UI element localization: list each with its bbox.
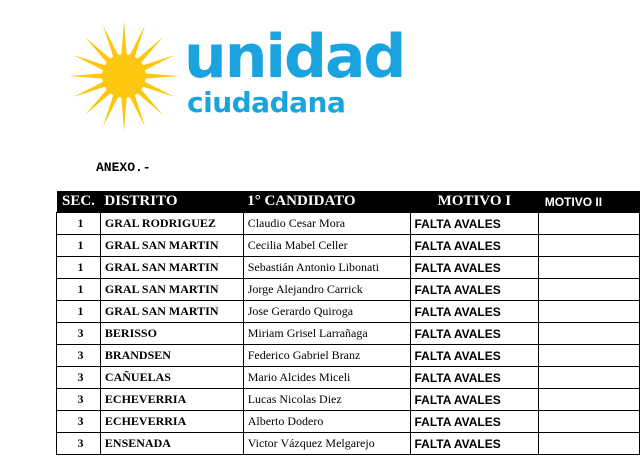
cell-reason-1: FALTA AVALES bbox=[410, 323, 539, 345]
cell-district: GRAL SAN MARTIN bbox=[100, 235, 243, 257]
cell-candidate: Claudio Cesar Mora bbox=[243, 213, 410, 235]
cell-reason-1: FALTA AVALES bbox=[410, 367, 539, 389]
candidates-table bbox=[56, 191, 640, 455]
sun-ray bbox=[85, 88, 112, 115]
table-row bbox=[57, 279, 640, 301]
cell-sec: 3 bbox=[57, 411, 101, 433]
cell-candidate: Sebastián Antonio Libonati bbox=[243, 257, 410, 279]
header-sec: SEC. bbox=[57, 191, 101, 213]
cell-district: GRAL RODRIGUEZ bbox=[100, 213, 243, 235]
cell-reason-2 bbox=[539, 411, 640, 433]
sun-ray bbox=[73, 81, 107, 97]
cell-candidate: Jorge Alejandro Carrick bbox=[243, 279, 410, 301]
cell-sec: 1 bbox=[57, 279, 101, 301]
cell-sec: 3 bbox=[57, 323, 101, 345]
cell-sec: 1 bbox=[57, 301, 101, 323]
cell-district: ENSENADA bbox=[100, 433, 243, 455]
cell-district: ECHEVERRIA bbox=[100, 389, 243, 411]
cell-candidate: Alberto Dodero bbox=[243, 411, 410, 433]
annex-title: ANEXO.- bbox=[96, 160, 151, 175]
cell-candidate: Lucas Nicolas Diez bbox=[243, 389, 410, 411]
sun-ray bbox=[129, 25, 145, 59]
sun-ray bbox=[69, 73, 104, 79]
cell-reason-2 bbox=[539, 279, 640, 301]
cell-sec: 3 bbox=[57, 345, 101, 367]
cell-reason-2 bbox=[539, 235, 640, 257]
sun-icon bbox=[68, 20, 180, 132]
cell-reason-2 bbox=[539, 433, 640, 455]
header-candidate: 1° CANDIDATO bbox=[243, 191, 410, 213]
cell-district: BRANDSEN bbox=[100, 345, 243, 367]
sun-ray bbox=[129, 93, 145, 127]
cell-candidate: Miriam Grisel Larrañaga bbox=[243, 323, 410, 345]
sun-ray bbox=[103, 93, 119, 127]
cell-reason-2 bbox=[539, 257, 640, 279]
table-body bbox=[57, 213, 640, 455]
cell-reason-2 bbox=[539, 301, 640, 323]
cell-reason-2 bbox=[539, 213, 640, 235]
header-district: DISTRITO bbox=[100, 191, 243, 213]
cell-reason-1: FALTA AVALES bbox=[410, 301, 539, 323]
table-row bbox=[57, 213, 640, 235]
cell-reason-2 bbox=[539, 367, 640, 389]
cell-district: CAÑUELAS bbox=[100, 367, 243, 389]
sun-ray bbox=[85, 37, 112, 64]
table-row bbox=[57, 367, 640, 389]
cell-candidate: Mario Alcides Miceli bbox=[243, 367, 410, 389]
header-reason-2: MOTIVO II bbox=[539, 191, 640, 213]
brand-subtitle: ciudadana bbox=[187, 86, 346, 119]
cell-reason-1: FALTA AVALES bbox=[410, 213, 539, 235]
table-row bbox=[57, 235, 640, 257]
header-reason-1: MOTIVO I bbox=[410, 191, 539, 213]
cell-reason-1: FALTA AVALES bbox=[410, 389, 539, 411]
table-row bbox=[57, 389, 640, 411]
table-row bbox=[57, 433, 640, 455]
cell-district: ECHEVERRIA bbox=[100, 411, 243, 433]
cell-reason-1: FALTA AVALES bbox=[410, 345, 539, 367]
table-row bbox=[57, 323, 640, 345]
sun-ray bbox=[103, 25, 119, 59]
cell-reason-1: FALTA AVALES bbox=[410, 433, 539, 455]
sun-ray bbox=[136, 88, 163, 115]
cell-sec: 3 bbox=[57, 389, 101, 411]
cell-sec: 3 bbox=[57, 433, 101, 455]
brand-logo bbox=[68, 20, 405, 132]
cell-reason-2 bbox=[539, 323, 640, 345]
cell-sec: 3 bbox=[57, 367, 101, 389]
cell-reason-1: FALTA AVALES bbox=[410, 235, 539, 257]
cell-reason-1: FALTA AVALES bbox=[410, 279, 539, 301]
sun-ray bbox=[141, 55, 175, 71]
sun-ray bbox=[136, 37, 163, 64]
cell-reason-1: FALTA AVALES bbox=[410, 411, 539, 433]
sun-ray bbox=[121, 96, 127, 131]
sun-ray bbox=[141, 81, 175, 97]
table-row bbox=[57, 301, 640, 323]
cell-candidate: Federico Gabriel Branz bbox=[243, 345, 410, 367]
table-row bbox=[57, 257, 640, 279]
cell-sec: 1 bbox=[57, 213, 101, 235]
sun-ray bbox=[121, 21, 127, 56]
cell-candidate: Jose Gerardo Quiroga bbox=[243, 301, 410, 323]
table-row bbox=[57, 345, 640, 367]
cell-candidate: Victor Vázquez Melgarejo bbox=[243, 433, 410, 455]
cell-candidate: Cecilia Mabel Celler bbox=[243, 235, 410, 257]
cell-reason-2 bbox=[539, 345, 640, 367]
brand-name: unidad bbox=[184, 22, 405, 92]
cell-district: GRAL SAN MARTIN bbox=[100, 301, 243, 323]
cell-district: GRAL SAN MARTIN bbox=[100, 279, 243, 301]
table-header-row bbox=[57, 191, 640, 213]
sun-ray bbox=[73, 55, 107, 71]
cell-district: GRAL SAN MARTIN bbox=[100, 257, 243, 279]
cell-reason-2 bbox=[539, 389, 640, 411]
cell-sec: 1 bbox=[57, 257, 101, 279]
table-row bbox=[57, 411, 640, 433]
cell-sec: 1 bbox=[57, 235, 101, 257]
sun-ray bbox=[144, 73, 179, 79]
cell-district: BERISSO bbox=[100, 323, 243, 345]
cell-reason-1: FALTA AVALES bbox=[410, 257, 539, 279]
